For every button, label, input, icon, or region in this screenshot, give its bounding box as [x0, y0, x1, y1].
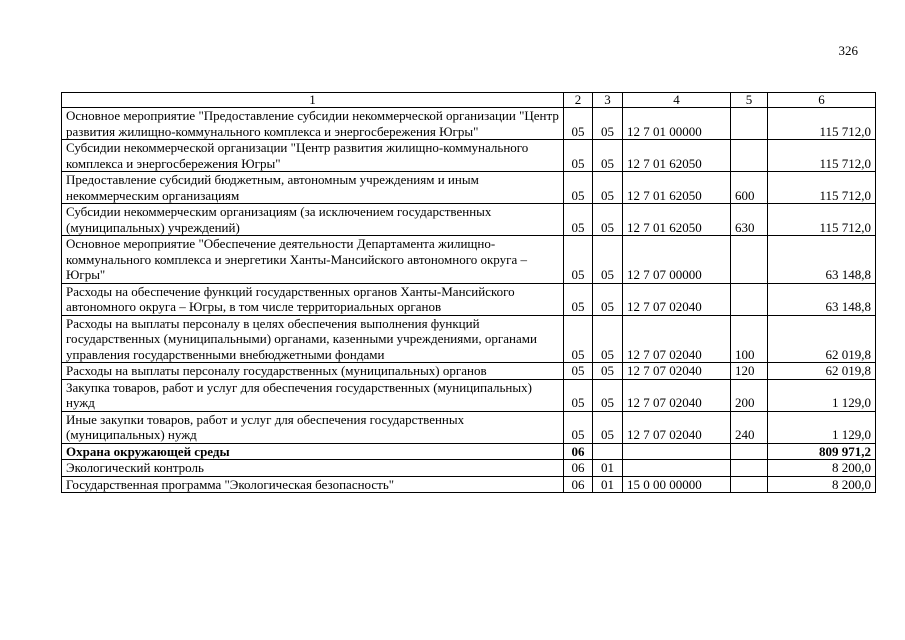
section-code-cell: 05 [564, 363, 593, 380]
amount-cell: 115 712,0 [768, 108, 876, 140]
row-name-cell: Субсидии некоммерческим организациям (за исключением государственных (муниципальных) учреждений) [62, 204, 564, 236]
subsection-code-cell: 05 [593, 283, 623, 315]
section-code-cell: 05 [564, 236, 593, 284]
target-article-cell: 12 7 07 02040 [623, 283, 731, 315]
table-row [62, 283, 876, 315]
amount-cell: 809 971,2 [768, 443, 876, 460]
row-name-cell: Расходы на выплаты персоналу в целях обеспечения выполнения функций государственных (муниципальными) органами, казенными учреждениями, органами управления государственными внебюджетными фондами [62, 315, 564, 363]
expense-type-cell: 600 [731, 172, 768, 204]
target-article-cell [623, 460, 731, 477]
subsection-code-cell: 05 [593, 108, 623, 140]
row-name-cell: Государственная программа "Экологическая безопасность" [62, 476, 564, 493]
section-code-cell: 05 [564, 108, 593, 140]
amount-cell: 1 129,0 [768, 411, 876, 443]
subsection-code-cell: 01 [593, 476, 623, 493]
target-article-cell: 12 7 01 00000 [623, 108, 731, 140]
table-row [62, 140, 876, 172]
amount-cell: 8 200,0 [768, 476, 876, 493]
row-name-cell: Основное мероприятие "Предоставление субсидии некоммерческой организации "Центр развития жилищно-коммунального комплекса и энергосбережения Югры" [62, 108, 564, 140]
row-name-cell: Экологический контроль [62, 460, 564, 477]
target-article-cell: 12 7 07 02040 [623, 411, 731, 443]
column-header: 4 [623, 93, 731, 108]
expense-type-cell [731, 140, 768, 172]
target-article-cell: 12 7 07 02040 [623, 379, 731, 411]
subsection-code-cell: 05 [593, 236, 623, 284]
subsection-code-cell: 01 [593, 460, 623, 477]
target-article-cell: 12 7 07 02040 [623, 363, 731, 380]
section-code-cell: 06 [564, 443, 593, 460]
expense-type-cell [731, 283, 768, 315]
table-row [62, 315, 876, 363]
row-name-cell: Субсидии некоммерческой организации "Центр развития жилищно-коммунального комплекса и энергосбережения Югры" [62, 140, 564, 172]
amount-cell: 63 148,8 [768, 236, 876, 284]
subsection-code-cell [593, 443, 623, 460]
section-code-cell: 05 [564, 283, 593, 315]
section-code-cell: 06 [564, 476, 593, 493]
section-code-cell: 05 [564, 172, 593, 204]
table-row [62, 379, 876, 411]
target-article-cell: 12 7 01 62050 [623, 204, 731, 236]
table-row [62, 476, 876, 493]
row-name-cell: Расходы на обеспечение функций государственных органов Ханты-Мансийского автономного округа – Югры, в том числе территориальных органов [62, 283, 564, 315]
section-code-cell: 05 [564, 411, 593, 443]
target-article-cell [623, 443, 731, 460]
amount-cell: 8 200,0 [768, 460, 876, 477]
section-code-cell: 05 [564, 315, 593, 363]
row-name-cell: Охрана окружающей среды [62, 443, 564, 460]
page-number: 326 [838, 43, 858, 58]
target-article-cell: 12 7 07 02040 [623, 315, 731, 363]
row-name-cell: Иные закупки товаров, работ и услуг для обеспечения государственных (муниципальных) нужд [62, 411, 564, 443]
expense-type-cell: 240 [731, 411, 768, 443]
target-article-cell: 12 7 07 00000 [623, 236, 731, 284]
column-header: 1 [62, 93, 564, 108]
section-code-cell: 05 [564, 379, 593, 411]
table-row [62, 236, 876, 284]
section-code-cell: 05 [564, 140, 593, 172]
amount-cell: 115 712,0 [768, 140, 876, 172]
target-article-cell: 12 7 01 62050 [623, 140, 731, 172]
subsection-code-cell: 05 [593, 379, 623, 411]
table-row [62, 172, 876, 204]
row-name-cell: Расходы на выплаты персоналу государственных (муниципальных) органов [62, 363, 564, 380]
subsection-code-cell: 05 [593, 411, 623, 443]
expense-type-cell: 200 [731, 379, 768, 411]
amount-cell: 115 712,0 [768, 172, 876, 204]
expense-type-cell [731, 108, 768, 140]
subsection-code-cell: 05 [593, 204, 623, 236]
subsection-code-cell: 05 [593, 140, 623, 172]
section-code-cell: 06 [564, 460, 593, 477]
expense-type-cell: 630 [731, 204, 768, 236]
amount-cell: 62 019,8 [768, 315, 876, 363]
table-header-row [62, 93, 876, 108]
amount-cell: 63 148,8 [768, 283, 876, 315]
expense-type-cell [731, 236, 768, 284]
expense-type-cell: 100 [731, 315, 768, 363]
section-code-cell: 05 [564, 204, 593, 236]
table-row [62, 460, 876, 477]
subsection-code-cell: 05 [593, 315, 623, 363]
target-article-cell: 15 0 00 00000 [623, 476, 731, 493]
expense-type-cell [731, 476, 768, 493]
table-row [62, 363, 876, 380]
row-name-cell: Основное мероприятие "Обеспечение деятельности Департамента жилищно-коммунального комплекса и энергетики Ханты-Мансийского автономного округа – Югры" [62, 236, 564, 284]
column-header: 2 [564, 93, 593, 108]
table-row [62, 411, 876, 443]
expense-type-cell: 120 [731, 363, 768, 380]
column-header: 3 [593, 93, 623, 108]
subsection-code-cell: 05 [593, 172, 623, 204]
table-row [62, 443, 876, 460]
column-header: 6 [768, 93, 876, 108]
row-name-cell: Закупка товаров, работ и услуг для обеспечения государственных (муниципальных) нужд [62, 379, 564, 411]
row-name-cell: Предоставление субсидий бюджетным, автономным учреждениям и иным некоммерческим организациям [62, 172, 564, 204]
table-row [62, 204, 876, 236]
amount-cell: 1 129,0 [768, 379, 876, 411]
subsection-code-cell: 05 [593, 363, 623, 380]
table-row [62, 108, 876, 140]
budget-table [61, 92, 876, 493]
expense-type-cell [731, 443, 768, 460]
amount-cell: 115 712,0 [768, 204, 876, 236]
expense-type-cell [731, 460, 768, 477]
amount-cell: 62 019,8 [768, 363, 876, 380]
target-article-cell: 12 7 01 62050 [623, 172, 731, 204]
column-header: 5 [731, 93, 768, 108]
